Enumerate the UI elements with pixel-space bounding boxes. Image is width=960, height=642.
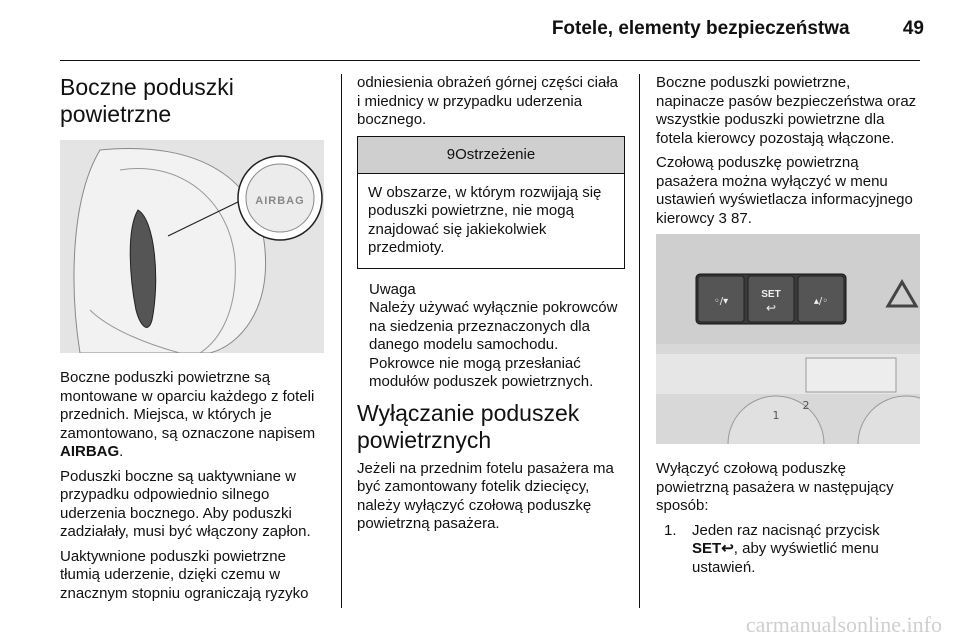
svg-text:↩: ↩ — [765, 301, 777, 315]
column-divider-2 — [639, 74, 640, 608]
paragraph-remaining-active: Boczne poduszki powietrzne, napinacze pasów bezpieczeństwa oraz wszystkie poduszki powietrzne dla fotela kierowcy pozostają włączone. — [656, 74, 917, 147]
section-heading-disabling-airbags: Wyłączanie poduszek powietrznych — [357, 399, 580, 453]
svg-text:1: 1 — [772, 409, 780, 422]
step-1: 1. Jeden raz nacisnąć przycisk SET↩, aby wyświetlić menu ustawień. — [664, 521, 880, 576]
svg-text:◦/▾: ◦/▾ — [713, 296, 729, 307]
warning-header — [358, 137, 624, 174]
paragraph-side-airbag-location: Boczne poduszki powietrzne są montowane w oparciu każdego z foteli przednich. Miejsca, w których je zamontowano, są oznaczone napisem AIRBAG. — [60, 369, 316, 460]
seat-airbag-illustration — [60, 140, 324, 353]
airbag-term: AIRBAG — [60, 443, 120, 460]
svg-text:2: 2 — [802, 399, 810, 412]
section-heading-side-airbags: Boczne poduszki powietrzne — [60, 74, 234, 127]
svg-text:▴/◦: ▴/◦ — [813, 296, 829, 307]
page-header — [0, 18, 924, 48]
step-number: 1. — [664, 521, 677, 539]
paragraph-disable-steps-intro: Wyłączyć czołową poduszkę powietrzną pasażera w następujący sposób: — [656, 460, 894, 514]
dashboard-buttons-illustration — [656, 234, 920, 444]
column-1 — [60, 74, 326, 609]
set-term: SET — [692, 540, 722, 557]
header-rule — [60, 60, 920, 61]
return-icon: ↩ — [721, 540, 734, 557]
note-block — [357, 281, 625, 392]
steps-list — [656, 522, 922, 578]
header-title: Fotele, elementy bezpieczeństwa — [551, 18, 850, 39]
note-title: Uwaga — [369, 280, 416, 298]
paragraph-side-airbag-effect: Uaktywnione poduszki powietrzne tłumią uderzenie, dzięki czemu w znacznym stopniu ograniczają ryzyko — [60, 547, 309, 602]
paragraph-child-seat: Jeżeli na przednim fotelu pasażera ma być zamontowany fotelik dziecięcy, należy wyłączyć czołową poduszkę powietrzną pasażera. — [357, 459, 614, 532]
page-reference: 3 87. — [718, 209, 752, 227]
warning-title: Ostrzeżenie — [455, 145, 536, 163]
warning-box — [357, 136, 625, 269]
warning-icon: 9 — [446, 145, 456, 163]
airbag-label-on-seat: AIRBAG — [255, 195, 305, 207]
paragraph-continuation: odniesienia obrażeń górnej części ciała i miednicy w przypadku uderzenia bocznego. — [357, 74, 618, 128]
column-3 — [656, 74, 922, 577]
note-text: Należy używać wyłącznie pokrowców na siedzenia przeznaczonych dla danego modelu samochodu. Pokrowce nie mogą przesłaniać modułów poduszek powietrznych. — [369, 299, 618, 390]
paragraph-side-airbag-activation: Poduszki boczne są uaktywniane w przypadku odpowiednio silnego uderzenia bocznego. Aby poduszki zadziałały, musi być włączony zapłon. — [60, 467, 311, 540]
paragraph-disable-menu: Czołową poduszkę powietrzną pasażera można wyłączyć w menu ustawień wyświetlacza informacyjnego kierowcy 3 87. — [656, 154, 913, 227]
warning-text: W obszarze, w którym rozwijają się poduszki powietrzne, nie mogą znajdować się jakiekolwiek przedmioty. — [368, 183, 602, 256]
column-divider-1 — [341, 74, 342, 608]
page-number: 49 — [902, 18, 924, 39]
set-button-label: SET — [761, 289, 781, 300]
column-2 — [357, 74, 625, 540]
watermark: carmanualsonline.info — [745, 612, 942, 637]
